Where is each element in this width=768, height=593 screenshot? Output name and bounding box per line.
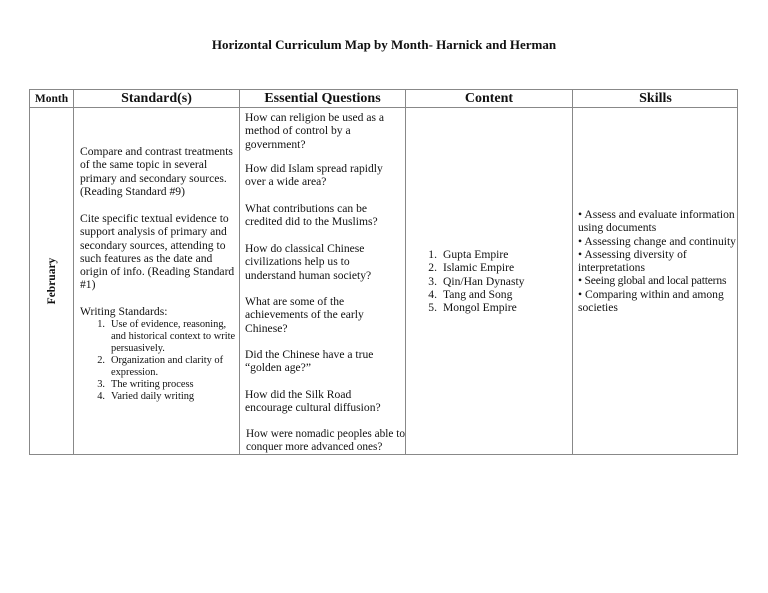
- document-title: Horizontal Curriculum Map by Month- Harnick and Herman: [211, 37, 557, 52]
- essential-question: How did Islam spread rapidly over a wide area?: [245, 162, 383, 189]
- list-item: [88, 319, 238, 355]
- skill-item: • Comparing within and among societies: [578, 287, 724, 315]
- essential-question: How do classical Chinese civilizations help us to understand human society?: [245, 242, 372, 282]
- header-skills: Skills: [639, 91, 672, 106]
- list-item: [423, 301, 563, 314]
- divider: [572, 90, 573, 454]
- item-number: 2.: [97, 355, 105, 366]
- list-item: [423, 288, 563, 301]
- list-item: [88, 355, 238, 379]
- list-item: [423, 248, 563, 261]
- header-questions: Essential Questions: [264, 91, 381, 106]
- item-number: 5.: [428, 301, 437, 315]
- item-number: 1.: [428, 248, 437, 261]
- writing-standards-label: Writing Standards:: [80, 305, 168, 318]
- list-item: [423, 261, 563, 274]
- essential-question: How were nomadic peoples able to conquer more advanced ones?: [246, 428, 406, 454]
- divider: [405, 90, 406, 454]
- skill-item: • Seeing global and local patterns: [578, 274, 727, 288]
- item-number: 4.: [428, 287, 437, 301]
- skill-item: • Assessing change and continuity: [578, 234, 736, 248]
- curriculum-table: [29, 89, 738, 455]
- essential-question: What are some of the achievements of the early Chinese?: [245, 295, 364, 335]
- essential-question: What contributions can be credited did to the Muslims?: [245, 202, 378, 229]
- standard-reading-1: Cite specific textual evidence to support analysis of primary and secondary sources, attending to such features as the date and origin of info. (Reading Standard #1): [80, 212, 235, 292]
- essential-question: Did the Chinese have a true “golden age?”: [245, 348, 374, 375]
- list-item: [423, 275, 563, 288]
- item-number: 3.: [97, 379, 105, 390]
- writing-standards-list: [88, 319, 238, 403]
- list-item: [88, 391, 238, 403]
- content-list: [423, 248, 563, 314]
- item-number: 4.: [97, 391, 105, 402]
- header-month: Month: [34, 93, 69, 105]
- standard-reading-9: Compare and contrast treatments of the same topic in several primary and secondary sources. (Reading Standard #9): [80, 145, 233, 198]
- essential-question: How can religion be used as a method of control by a government?: [245, 111, 385, 151]
- header-standards: Standard(s): [121, 91, 192, 106]
- essential-question: How did the Silk Road encourage cultural diffusion?: [245, 388, 381, 415]
- item-text: Tang and Song: [443, 287, 513, 301]
- item-text: Organization and clarity of expression.: [111, 355, 224, 378]
- item-number: 2.: [428, 261, 437, 275]
- item-text: The writing process: [111, 379, 194, 390]
- list-item: [88, 379, 238, 391]
- item-text: Islamic Empire: [443, 261, 515, 275]
- item-text: Use of evidence, reasoning, and historical context to write persuasively.: [111, 319, 236, 354]
- item-text: Mongol Empire: [443, 301, 517, 315]
- month-cell: [30, 108, 74, 454]
- item-number: 3.: [428, 274, 437, 288]
- month-label: February: [46, 257, 58, 305]
- divider: [30, 107, 737, 108]
- item-text: Gupta Empire: [443, 248, 509, 261]
- skill-item: • Assess and evaluate information using documents: [578, 208, 735, 235]
- header-content: Content: [464, 91, 514, 106]
- item-text: Qin/Han Dynasty: [443, 274, 525, 288]
- skills-list: [578, 208, 738, 314]
- item-number: 1.: [97, 319, 105, 330]
- skill-item: • Assessing diversity of interpretations: [578, 247, 687, 275]
- item-text: Varied daily writing: [111, 391, 195, 402]
